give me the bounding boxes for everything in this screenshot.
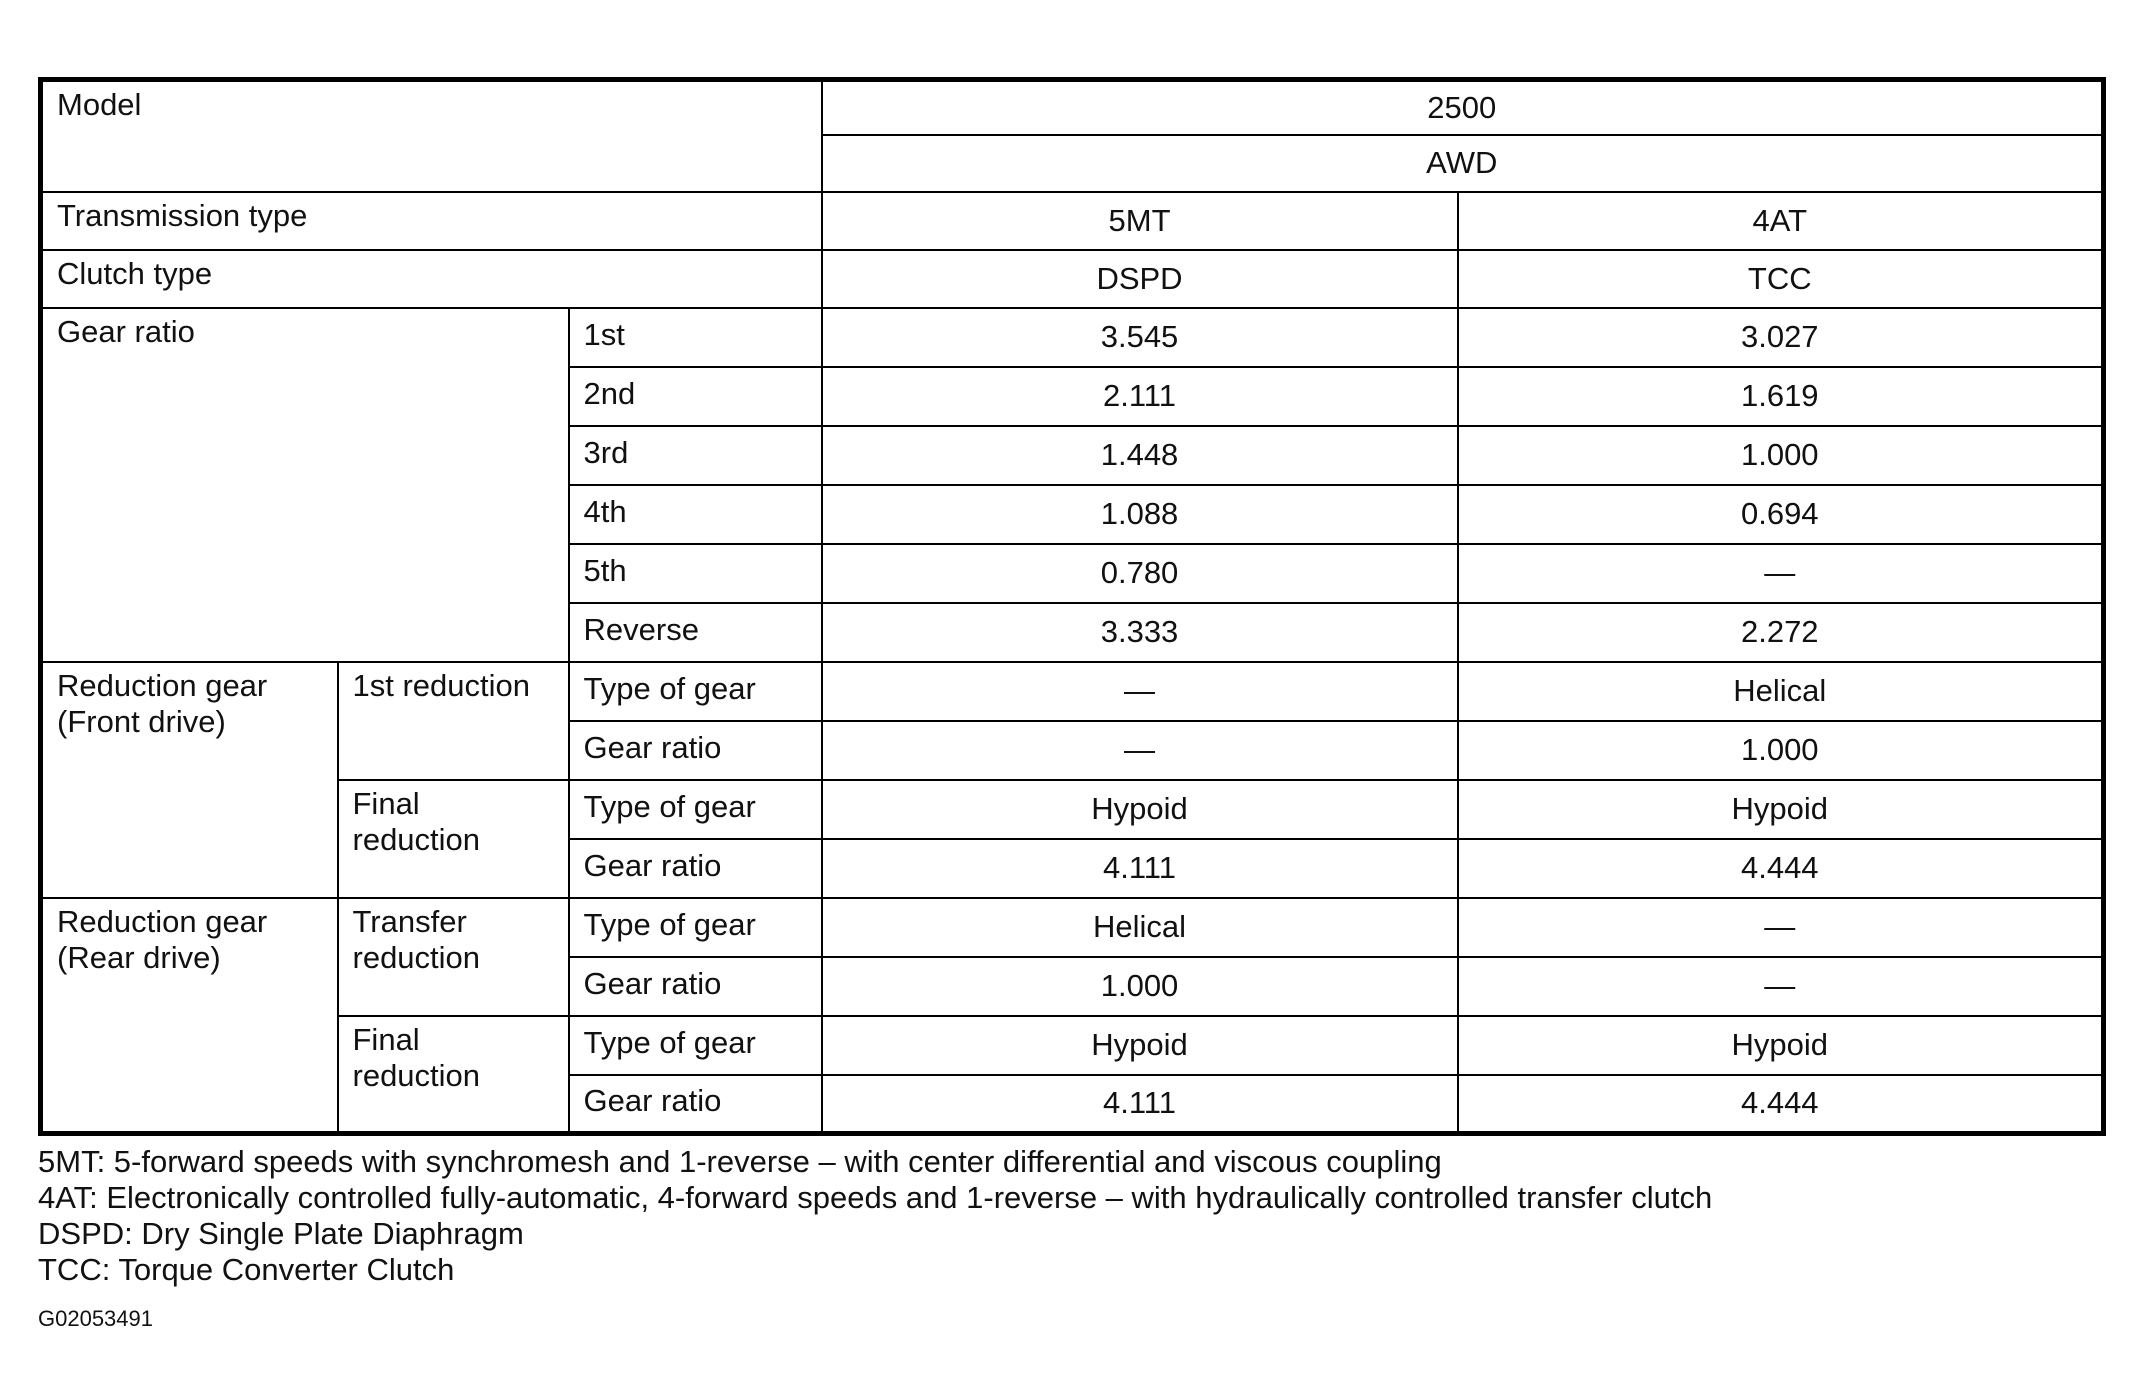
gear-ratio-sublabel: Gear ratio xyxy=(569,839,822,898)
gear-at-value: 0.694 xyxy=(1458,485,2104,544)
rear-transfer-ratio-at: — xyxy=(1458,957,2104,1016)
gear-name: 3rd xyxy=(569,426,822,485)
gear-at-value: 2.272 xyxy=(1458,603,2104,662)
front-final-type-at: Hypoid xyxy=(1458,780,2104,839)
transmission-5mt: 5MT xyxy=(822,192,1458,250)
figure-code: G02053491 xyxy=(38,1306,153,1331)
front-first-type-mt: — xyxy=(822,662,1458,721)
model-row xyxy=(41,80,2104,135)
clutch-row xyxy=(41,250,2104,308)
clutch-label: Clutch type xyxy=(41,250,822,308)
rear-final-type-row xyxy=(41,1016,2104,1075)
front-final-ratio-at: 4.444 xyxy=(1458,839,2104,898)
gear-name: 2nd xyxy=(569,367,822,426)
type-of-gear-label: Type of gear xyxy=(569,1016,822,1075)
gear-ratio-label: Gear ratio xyxy=(41,308,569,662)
type-of-gear-label: Type of gear xyxy=(569,898,822,957)
front-first-type-row xyxy=(41,662,2104,721)
rear-transfer-type-at: — xyxy=(1458,898,2104,957)
gear-ratio-sublabel: Gear ratio xyxy=(569,957,822,1016)
front-final-reduction-label: Final reduction xyxy=(338,780,569,898)
front-final-type-mt: Hypoid xyxy=(822,780,1458,839)
gear-name: 1st xyxy=(569,308,822,367)
gear-name: Reverse xyxy=(569,603,822,662)
rear-transfer-type-row xyxy=(41,898,2104,957)
transmission-row xyxy=(41,192,2104,250)
transmission-4at: 4AT xyxy=(1458,192,2104,250)
front-first-reduction-label: 1st reduction xyxy=(338,662,569,780)
rear-transfer-type-mt: Helical xyxy=(822,898,1458,957)
footnote-5mt: 5MT: 5-forward speeds with synchromesh and 1-reverse – with center differential and viscous coupling xyxy=(38,1144,1442,1179)
gear-name: 4th xyxy=(569,485,822,544)
transmission-label: Transmission type xyxy=(41,192,822,250)
front-drive-label: Reduction gear (Front drive) xyxy=(41,662,338,898)
gear-at-value: 1.619 xyxy=(1458,367,2104,426)
gear-mt-value: 1.448 xyxy=(822,426,1458,485)
type-of-gear-label: Type of gear xyxy=(569,662,822,721)
rear-final-ratio-at: 4.444 xyxy=(1458,1075,2104,1134)
footnotes xyxy=(38,1144,1712,1288)
front-final-ratio-mt: 4.111 xyxy=(822,839,1458,898)
gear-at-value: 1.000 xyxy=(1458,426,2104,485)
gear-name: 5th xyxy=(569,544,822,603)
clutch-5mt: DSPD xyxy=(822,250,1458,308)
spec-table xyxy=(38,77,2106,1136)
gear-ratio-sublabel: Gear ratio xyxy=(569,721,822,780)
front-first-ratio-mt: — xyxy=(822,721,1458,780)
clutch-4at: TCC xyxy=(1458,250,2104,308)
rear-final-type-mt: Hypoid xyxy=(822,1016,1458,1075)
gear-ratio-sublabel: Gear ratio xyxy=(569,1075,822,1134)
gear-mt-value: 0.780 xyxy=(822,544,1458,603)
rear-drive-label: Reduction gear (Rear drive) xyxy=(41,898,338,1134)
type-of-gear-label: Type of gear xyxy=(569,780,822,839)
model-value: 2500 xyxy=(822,80,2104,135)
rear-transfer-ratio-mt: 1.000 xyxy=(822,957,1458,1016)
drive-value: AWD xyxy=(822,135,2104,192)
front-first-ratio-at: 1.000 xyxy=(1458,721,2104,780)
rear-final-type-at: Hypoid xyxy=(1458,1016,2104,1075)
gear-mt-value: 2.111 xyxy=(822,367,1458,426)
model-label: Model xyxy=(41,80,822,192)
rear-transfer-reduction-label: Transfer reduction xyxy=(338,898,569,1016)
footnote-dspd: DSPD: Dry Single Plate Diaphragm xyxy=(38,1216,524,1251)
gear-mt-value: 3.545 xyxy=(822,308,1458,367)
footnote-4at: 4AT: Electronically controlled fully-automatic, 4-forward speeds and 1-reverse – with hydraulically controlled transfer clutch xyxy=(38,1180,1713,1215)
gear-mt-value: 1.088 xyxy=(822,485,1458,544)
rear-final-ratio-mt: 4.111 xyxy=(822,1075,1458,1134)
gear-at-value: — xyxy=(1458,544,2104,603)
front-first-type-at: Helical xyxy=(1458,662,2104,721)
gear-at-value: 3.027 xyxy=(1458,308,2104,367)
footnote-tcc: TCC: Torque Converter Clutch xyxy=(38,1252,455,1287)
gear-row-1st xyxy=(41,308,2104,367)
rear-final-reduction-label: Final reduction xyxy=(338,1016,569,1134)
gear-mt-value: 3.333 xyxy=(822,603,1458,662)
front-final-type-row xyxy=(41,780,2104,839)
